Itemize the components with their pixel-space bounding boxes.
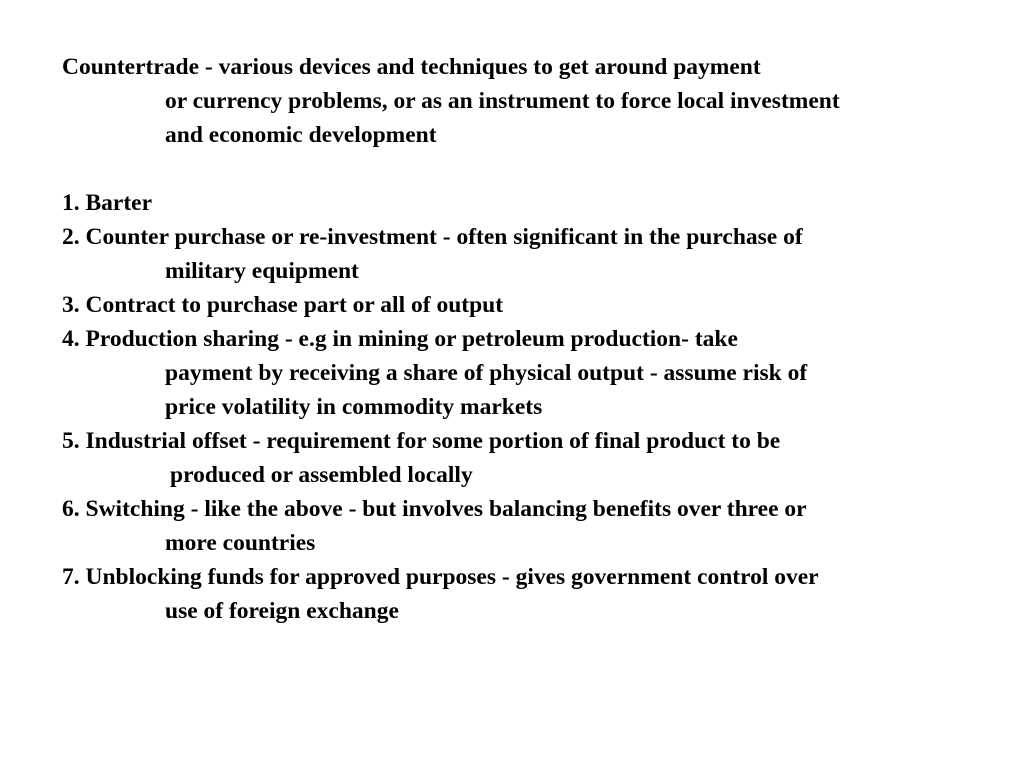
list-item-1: 1. Barter — [62, 190, 153, 216]
list-item-6: 6. Switching - like the above - but involves balancing benefits over three or — [62, 496, 807, 522]
intro-line-2: or currency problems, or as an instrument to force local investment — [165, 88, 840, 114]
slide-text-block — [62, 50, 1002, 628]
list-item-4-continuation-1: payment by receiving a share of physical output - assume risk of — [165, 360, 808, 386]
list-item-4: 4. Production sharing - e.g in mining or petroleum production- take — [62, 326, 738, 352]
list-item-5-continuation: produced or assembled locally — [170, 462, 473, 488]
list-item-7: 7. Unblocking funds for approved purposes - gives government control over — [62, 564, 819, 590]
list-item-6-continuation: more countries — [165, 530, 316, 556]
list-item-2-continuation: military equipment — [165, 258, 359, 284]
intro-line-3: and economic development — [165, 122, 437, 148]
list-item-7-continuation: use of foreign exchange — [165, 598, 399, 624]
intro-line-1: Countertrade - various devices and techniques to get around payment — [62, 54, 761, 80]
list-item-2: 2. Counter purchase or re-investment - often significant in the purchase of — [62, 224, 803, 250]
list-item-3: 3. Contract to purchase part or all of output — [62, 292, 504, 318]
spacer — [62, 152, 1002, 186]
list-item-4-continuation-2: price volatility in commodity markets — [165, 394, 543, 420]
list-item-5: 5. Industrial offset - requirement for some portion of final product to be — [62, 428, 781, 454]
